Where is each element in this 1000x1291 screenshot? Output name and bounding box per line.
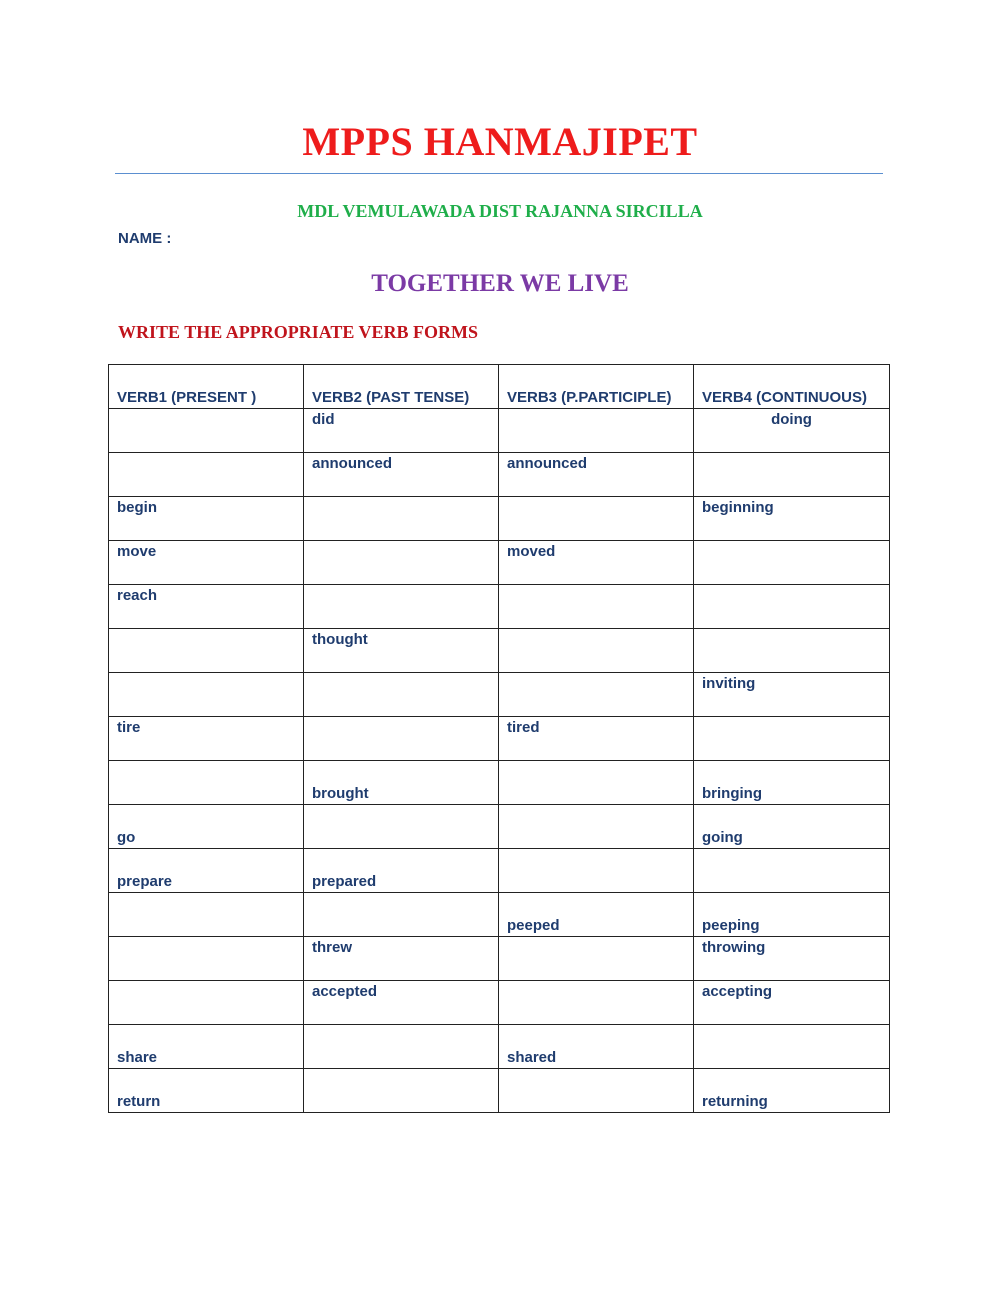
table-cell[interactable] — [499, 805, 694, 849]
table-cell[interactable] — [304, 673, 499, 717]
table-row — [109, 453, 890, 497]
table-cell[interactable] — [499, 673, 694, 717]
table-cell[interactable] — [304, 497, 499, 541]
table-cell[interactable]: returning — [694, 1069, 890, 1113]
table-header-row — [109, 365, 890, 409]
table-cell[interactable] — [109, 761, 304, 805]
instruction-text: WRITE THE APPROPRIATE VERB FORMS — [118, 322, 479, 342]
table-cell[interactable] — [499, 849, 694, 893]
table-cell[interactable] — [499, 981, 694, 1025]
table-cell[interactable] — [499, 629, 694, 673]
header-verb3: VERB3 (P.PARTICIPLE) — [499, 365, 694, 409]
table-cell[interactable]: brought — [304, 761, 499, 805]
table-cell[interactable] — [304, 541, 499, 585]
table-cell[interactable] — [109, 453, 304, 497]
table-cell[interactable]: did — [304, 409, 499, 453]
table-row — [109, 629, 890, 673]
table-row — [109, 805, 890, 849]
table-cell[interactable] — [109, 409, 304, 453]
table-cell[interactable] — [304, 893, 499, 937]
table-cell[interactable]: moved — [499, 541, 694, 585]
table-cell[interactable] — [304, 805, 499, 849]
table-row — [109, 893, 890, 937]
table-cell[interactable]: doing — [694, 409, 890, 453]
table-row — [109, 541, 890, 585]
table-cell[interactable] — [109, 937, 304, 981]
table-row — [109, 849, 890, 893]
address-subtitle: MDL VEMULAWADA DIST RAJANNA SIRCILLA — [297, 201, 703, 221]
table-cell[interactable]: begin — [109, 497, 304, 541]
table-cell[interactable]: move — [109, 541, 304, 585]
table-cell[interactable]: share — [109, 1025, 304, 1069]
school-title: MPPS HANMAJIPET — [302, 119, 698, 164]
table-cell[interactable] — [499, 1069, 694, 1113]
table-cell[interactable] — [109, 673, 304, 717]
table-row — [109, 585, 890, 629]
table-row — [109, 981, 890, 1025]
table-cell[interactable]: prepared — [304, 849, 499, 893]
table-cell[interactable] — [499, 409, 694, 453]
table-row — [109, 761, 890, 805]
table-cell[interactable] — [304, 717, 499, 761]
table-cell[interactable] — [694, 453, 890, 497]
verb-forms-table — [108, 364, 890, 1113]
table-cell[interactable] — [694, 849, 890, 893]
table-cell[interactable] — [499, 585, 694, 629]
table-cell[interactable]: beginning — [694, 497, 890, 541]
table-cell[interactable]: tired — [499, 717, 694, 761]
table-cell[interactable]: bringing — [694, 761, 890, 805]
table-cell[interactable]: announced — [499, 453, 694, 497]
table-cell[interactable] — [304, 1025, 499, 1069]
table-row — [109, 497, 890, 541]
table-cell[interactable]: going — [694, 805, 890, 849]
table-cell[interactable] — [109, 629, 304, 673]
table-cell[interactable] — [109, 893, 304, 937]
table-row — [109, 717, 890, 761]
table-cell[interactable]: prepare — [109, 849, 304, 893]
table-cell[interactable]: peeped — [499, 893, 694, 937]
table-cell[interactable] — [499, 497, 694, 541]
table-cell[interactable]: announced — [304, 453, 499, 497]
table-row — [109, 673, 890, 717]
header-verb2: VERB2 (PAST TENSE) — [304, 365, 499, 409]
table-cell[interactable]: peeping — [694, 893, 890, 937]
table-cell[interactable] — [499, 937, 694, 981]
table-cell[interactable]: return — [109, 1069, 304, 1113]
table-cell[interactable] — [109, 981, 304, 1025]
table-row — [109, 937, 890, 981]
table-row — [109, 409, 890, 453]
table-cell[interactable] — [304, 585, 499, 629]
table-cell[interactable]: accepted — [304, 981, 499, 1025]
table-cell[interactable]: thought — [304, 629, 499, 673]
table-cell[interactable]: threw — [304, 937, 499, 981]
table-cell[interactable]: tire — [109, 717, 304, 761]
table-cell[interactable]: throwing — [694, 937, 890, 981]
table-cell[interactable] — [694, 1025, 890, 1069]
name-label: NAME : — [118, 230, 172, 247]
lesson-title: TOGETHER WE LIVE — [371, 270, 629, 297]
table-cell[interactable]: accepting — [694, 981, 890, 1025]
title-divider — [115, 173, 883, 174]
header-verb1: VERB1 (PRESENT ) — [109, 365, 304, 409]
table-cell[interactable] — [694, 585, 890, 629]
table-cell[interactable] — [694, 717, 890, 761]
table-cell[interactable] — [499, 761, 694, 805]
table-cell[interactable] — [304, 1069, 499, 1113]
table-row — [109, 1025, 890, 1069]
table-cell[interactable] — [694, 629, 890, 673]
table-row — [109, 1069, 890, 1113]
table-cell[interactable]: go — [109, 805, 304, 849]
header-verb4: VERB4 (CONTINUOUS) — [694, 365, 890, 409]
table-cell[interactable]: inviting — [694, 673, 890, 717]
table-cell[interactable]: shared — [499, 1025, 694, 1069]
table-cell[interactable]: reach — [109, 585, 304, 629]
table-cell[interactable] — [694, 541, 890, 585]
